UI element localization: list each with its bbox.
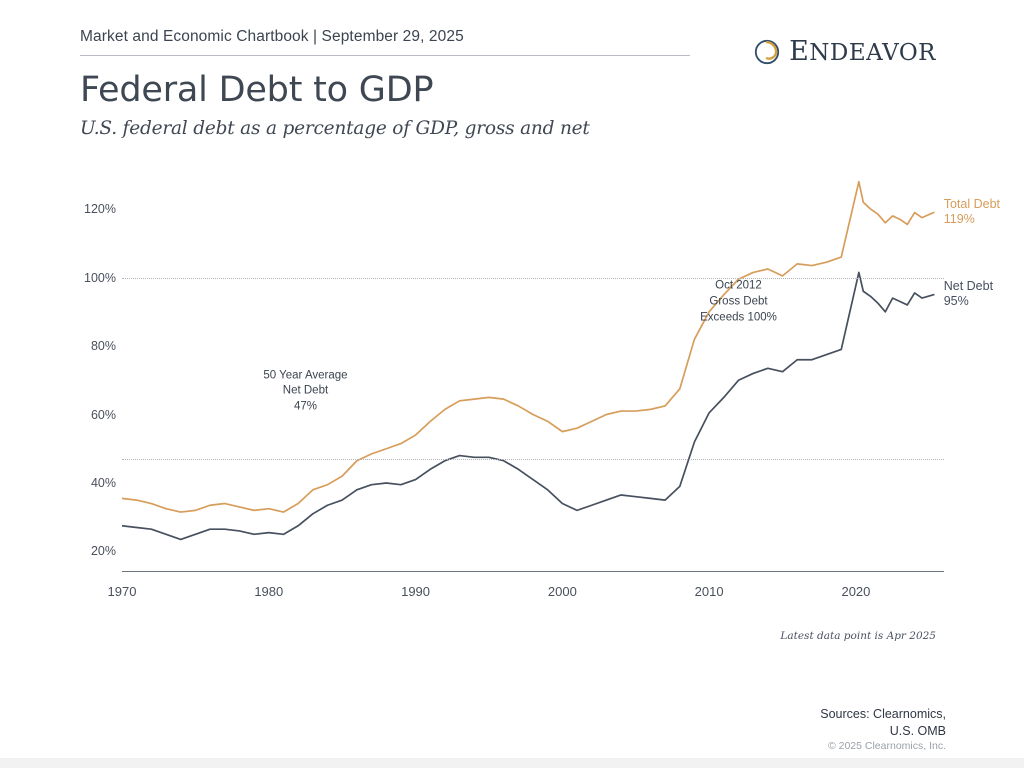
series-lines bbox=[122, 168, 944, 572]
series-end-label bbox=[944, 279, 993, 310]
sources-line-2: U.S. OMB bbox=[889, 723, 946, 738]
y-axis-tick: 20% bbox=[90, 544, 116, 559]
reference-gridline bbox=[122, 278, 944, 279]
chart-annotation bbox=[263, 368, 347, 415]
y-axis-tick: 100% bbox=[84, 270, 116, 285]
sources-block bbox=[820, 706, 946, 740]
copyright-text: © 2025 Clearnomics, Inc. bbox=[827, 740, 946, 752]
annotation-line: Exceeds 100% bbox=[700, 310, 777, 323]
series-value: 119% bbox=[943, 212, 975, 227]
swirl-logo-icon bbox=[753, 38, 781, 66]
x-axis-tick: 1970 bbox=[107, 584, 137, 599]
y-axis-tick: 40% bbox=[90, 475, 116, 490]
annotation-line: Oct 2012 bbox=[715, 279, 762, 292]
endeavor-logo bbox=[753, 36, 936, 67]
logo-wordmark-rest: NDEAVOR bbox=[809, 40, 936, 66]
page-title: Federal Debt to GDP bbox=[80, 70, 434, 110]
logo-wordmark-cap: E bbox=[789, 36, 810, 67]
bottom-strip bbox=[0, 758, 1024, 768]
x-axis-tick: 1990 bbox=[401, 584, 431, 599]
chart bbox=[80, 150, 1000, 620]
y-axis-tick: 80% bbox=[90, 339, 116, 354]
y-axis-tick: 120% bbox=[84, 202, 116, 217]
x-axis-tick: 2000 bbox=[547, 584, 577, 599]
sources-line-1: Sources: Clearnomics, bbox=[820, 707, 946, 721]
y-axis-tick: 60% bbox=[90, 407, 116, 422]
series-end-label bbox=[944, 197, 1000, 228]
x-axis-tick: 2020 bbox=[841, 584, 871, 599]
chartbook-date-line: Market and Economic Chartbook | September 29, 2025 bbox=[80, 28, 690, 56]
page-subtitle: U.S. federal debt as a percentage of GDP, gross and net bbox=[80, 118, 590, 139]
x-axis-tick: 2010 bbox=[694, 584, 724, 599]
plot-area bbox=[122, 168, 1000, 572]
chart-annotation bbox=[700, 279, 777, 326]
annotation-line: 47% bbox=[293, 399, 317, 412]
reference-gridline bbox=[122, 459, 944, 460]
annotation-line: Net Debt bbox=[282, 384, 329, 397]
x-axis-labels bbox=[107, 584, 944, 604]
series-line bbox=[122, 272, 934, 539]
header bbox=[80, 28, 690, 139]
series-name: Total Debt bbox=[943, 196, 1000, 211]
series-line bbox=[122, 182, 934, 512]
annotation-line: 50 Year Average bbox=[263, 368, 348, 381]
logo-wordmark bbox=[789, 36, 936, 67]
latest-data-footnote: Latest data point is Apr 2025 bbox=[780, 630, 936, 642]
annotation-line: Gross Debt bbox=[709, 295, 768, 308]
series-name: Net Debt bbox=[943, 278, 994, 293]
x-axis-tick: 1980 bbox=[254, 584, 284, 599]
y-axis-labels bbox=[80, 168, 122, 572]
series-value: 95% bbox=[943, 294, 969, 309]
